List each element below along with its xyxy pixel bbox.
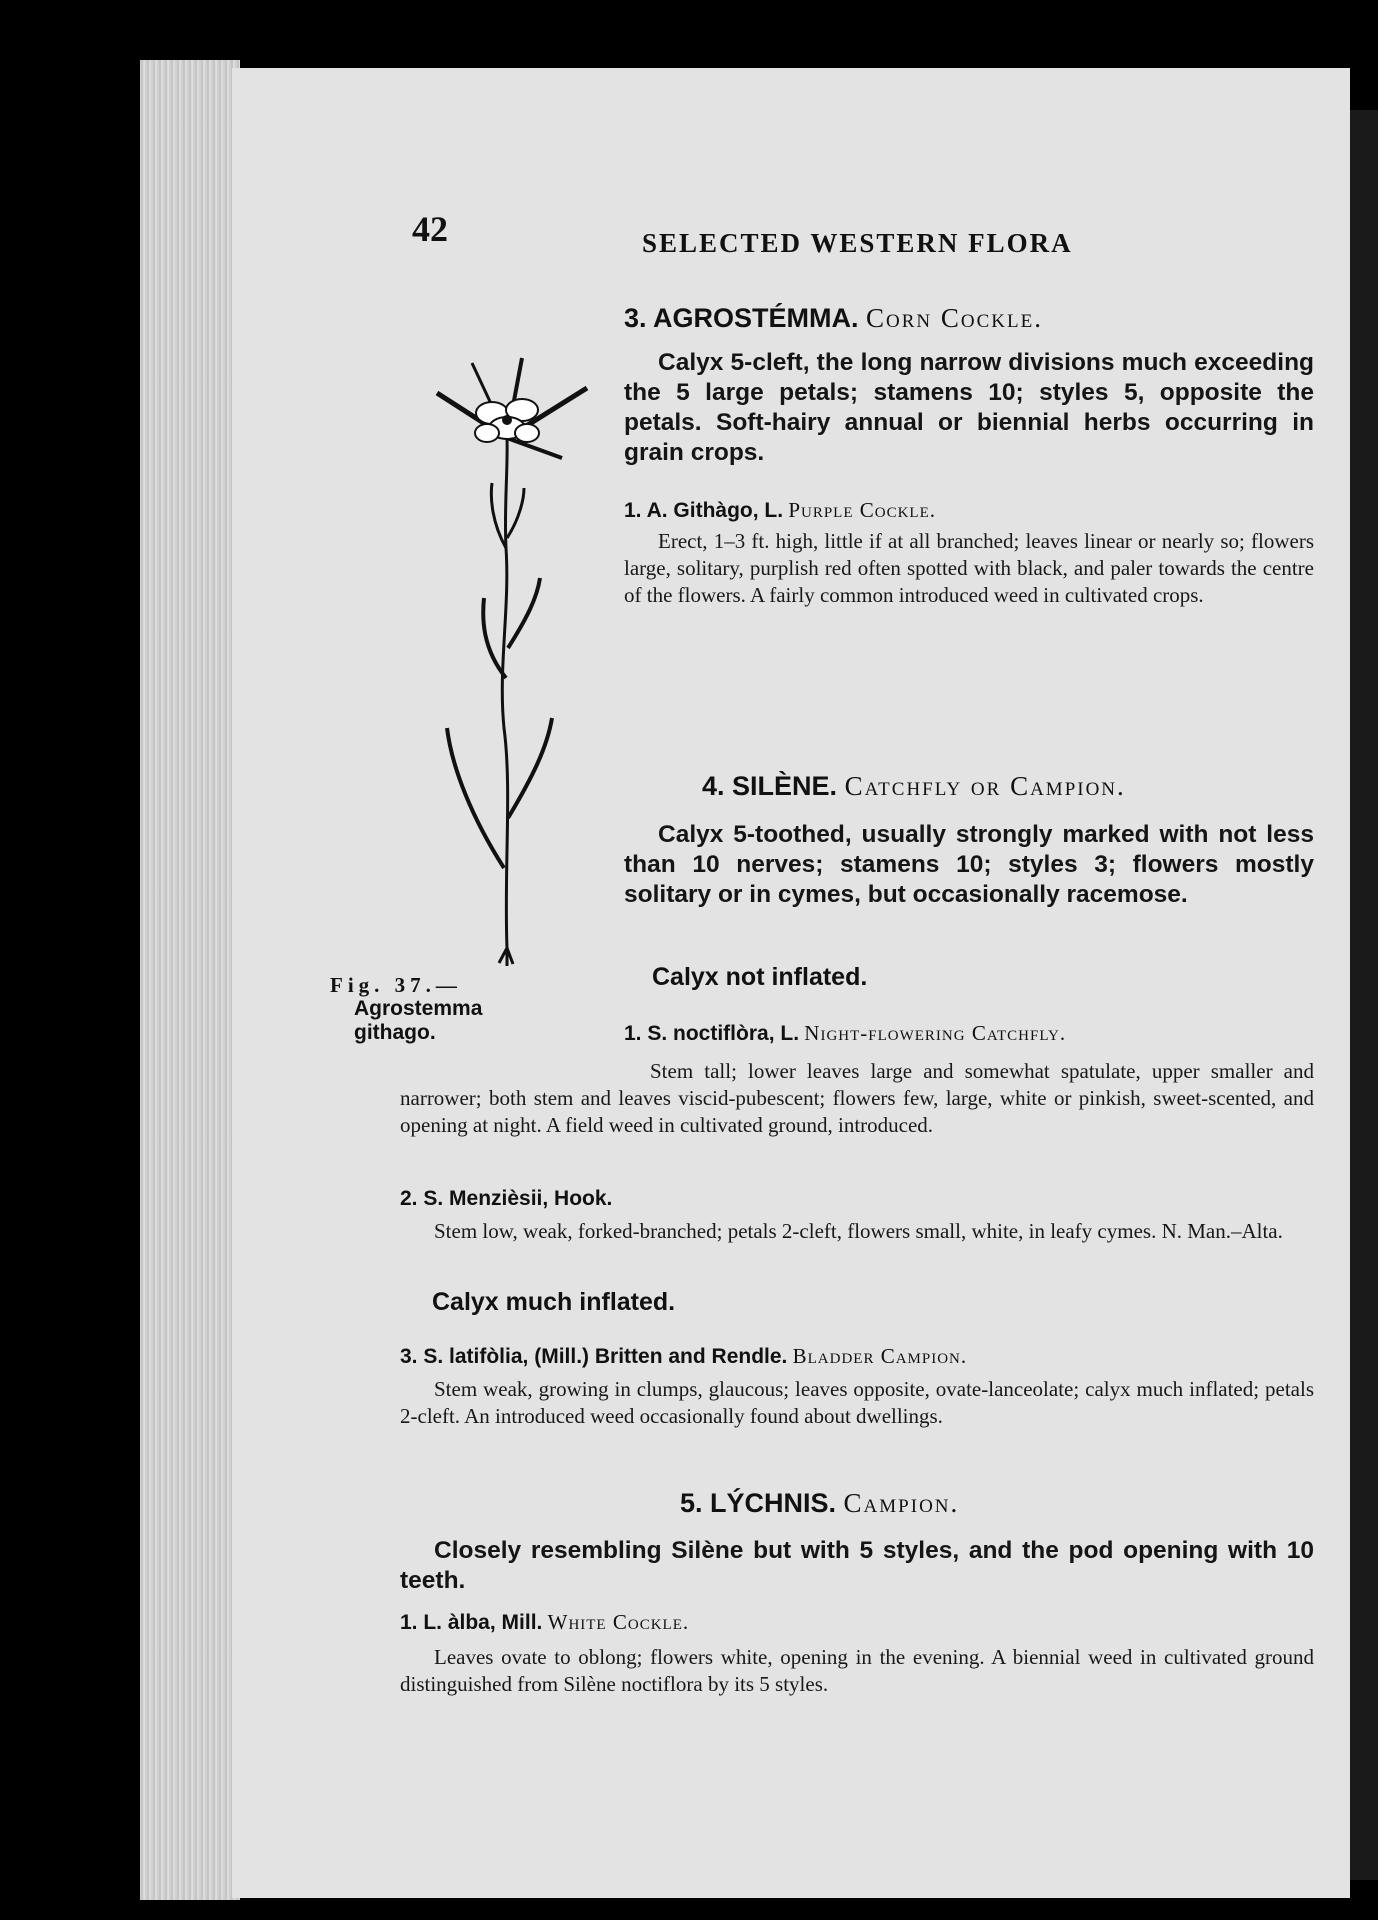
page-number: 42 (412, 209, 448, 249)
book-page-edges (140, 60, 240, 1900)
genus-description-lychnis: Closely resembling Silène but with 5 styles, and the pod opening with 10 teeth. (400, 1537, 1314, 1594)
species-heading-githago: 1. A. Githàgo, L. Purple Cockle. (624, 498, 936, 522)
running-title: SELECTED WESTERN FLORA (642, 228, 1073, 258)
species-heading-menziesii: 2. S. Menzièsii, Hook. (400, 1187, 613, 1210)
genus-description-silene: Calyx 5-toothed, usually strongly marked with not less than 10 nerves; stamens 10; styles 3; flowers mostly solitary or in cymes, but occasionally racemose. (624, 821, 1314, 908)
agrostemma-plant-illustration (412, 348, 602, 968)
genus-description-agrostemma: Calyx 5-cleft, the long narrow divisions much exceeding the 5 large petals; stamens 10; styles 5, opposite the petals. Soft-hairy annual or biennial herbs occurring in grain crops. (624, 349, 1314, 466)
subgroup-calyx-much-inflated: Calyx much inflated. (432, 1288, 676, 1316)
book-page (232, 68, 1350, 1898)
subgroup-calyx-not-inflated: Calyx not inflated. (652, 963, 868, 991)
genus-heading-silene: 4. SILÈNE. Catchfly or Campion. (702, 771, 1126, 801)
species-description-githago: Erect, 1–3 ft. high, little if at all branched; leaves linear or nearly so; flowers large, solitary, purplish red often spotted with black, and paler towards the centre of the flowers. A fairly common introduced weed in cultivated crops. (624, 529, 1314, 607)
figure-caption: Fig. 37.— Agrostemma githago. (330, 973, 483, 1044)
species-description-menziesii: Stem low, weak, forked-branched; petals 2-cleft, flowers small, white, in leafy cymes. N. Man.–Alta. (434, 1219, 1283, 1243)
species-heading-noctiflora: 1. S. noctiflòra, L. Night-flowering Catchfly. (624, 1021, 1067, 1045)
species-heading-latifolia: 3. S. latifòlia, (Mill.) Britten and Rendle. Bladder Campion. (400, 1344, 968, 1368)
species-heading-alba: 1. L. àlba, Mill. White Cockle. (400, 1610, 690, 1634)
species-description-noctiflora: Stem tall; lower leaves large and somewhat spatulate, upper smaller and narrower; both stem and leaves viscid-pubescent; flowers few, large, white or pinkish, sweet-scented, and opening at night. A field weed in cultivated ground, introduced. (400, 1059, 1314, 1137)
genus-heading-agrostemma: 3. AGROSTÉMMA. Corn Cockle. (624, 303, 1043, 333)
genus-heading-lychnis: 5. LÝCHNIS. Campion. (680, 1488, 960, 1518)
species-description-alba: Leaves ovate to oblong; flowers white, opening in the evening. A biennial weed in cultivated ground distinguished from Silène noctiflora by its 5 styles. (400, 1645, 1314, 1696)
species-description-latifolia: Stem weak, growing in clumps, glaucous; leaves opposite, ovate-lanceolate; calyx much inflated; petals 2-cleft. An introduced weed occasionally found about dwellings. (400, 1377, 1314, 1428)
